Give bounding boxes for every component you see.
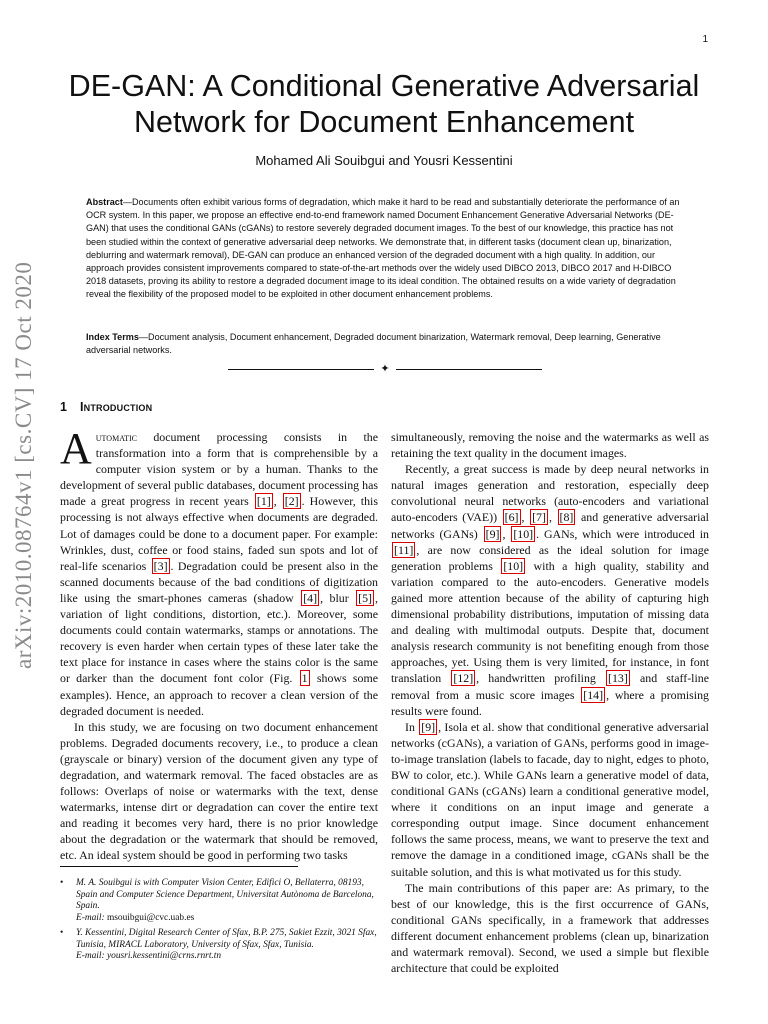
citation-link[interactable]: [8] [559,510,574,525]
citation-link[interactable]: [12] [453,671,474,686]
citation-link[interactable]: [9] [421,719,436,734]
citation-link[interactable]: 1 [301,671,308,686]
citation-link[interactable]: [10] [513,526,534,541]
citation-link[interactable]: [4] [303,590,318,605]
citation-link[interactable]: [6] [504,510,519,525]
footnote-email-label: E-mail: [76,951,105,961]
intro-paragraph-6 [391,880,709,977]
citation-link[interactable]: [11] [394,542,414,557]
index-terms-text: —Document analysis, Document enhancement, Degraded document binarization, Watermark removal, Deep learning, Generative adversarial networks. [86,332,661,356]
paragraph-body: The main contributions of this paper are: As primary, to the best of our knowledge, this is the first occurrence of GANs, conditional GANs specifically, in a framework that addresses different document enhancement problems (clean up, binarization and watermark removal). Second, we used a simple but flexible architecture that could be exploited [391,880,709,976]
citation-link[interactable]: [7] [532,510,546,525]
footnote-item [60,878,378,924]
authors: Mohamed Ali Souibgui and Yousri Kessentini [255,153,513,168]
footnote-item [60,928,378,963]
footnote-bullet: • [60,878,64,888]
intro-paragraph-4 [391,461,709,719]
citation-link[interactable]: [13] [608,671,628,686]
intro-paragraph-5 [391,719,709,880]
intro-paragraph-3 [391,429,709,461]
arxiv-stamp: arXiv:2010.08764v1 [cs.CV] 17 Oct 2020 [11,261,36,669]
footnote-rule [60,866,298,867]
section-heading [60,400,152,414]
citation-link[interactable]: [14] [583,687,604,702]
citation-link[interactable]: [9] [485,526,500,541]
footnote-email[interactable]: yousri.kessentini@crns.rnrt.tn [104,951,222,961]
citation-link[interactable]: [10] [503,558,524,573]
divider-rule-left [228,369,374,370]
citation-link[interactable]: [5] [358,590,373,605]
paragraph-body: Recently, a great success is made by deep neural networks in natural images generation and restoration, especially deep convolutional neural networks (auto-encoders and variational auto-encoders (VAE)) [6] , [7] , [8] and generative adversarial networks (GANs) [9] , [10] . GANs, which were introduced in [11] , are now considered as the ideal solution for image generation problems [10] with a high quality, stability and variation compared to the auto-encoders. Generative models gained more attention because of the ability of capturing high dimensional probability distributions, imputation of missing data and dealing with multimodal outputs. Despite that, document analysis research community is not benefiting enough from those approaches, yet. Using them is very limited, for instance, in font translation [12] , handwritten profiling [13] and staff-line removal from a music score images [14] , where a promising results were found. [391,462,710,718]
abstract-label: Abstract [86,197,123,207]
citation-link[interactable]: [3] [153,558,168,573]
paragraph-body: document processing consists in the transformation into a form that is comprehensible by a computer vision system or by a human. Thanks to the development of several public databases, document processing has made a great progress in recent years [1] , [2] . However, this processing is not always effective when documents are degraded. Lot of damages could be done to a document paper. For example: Wrinkles, dust, coffee or food stains, faded sun spots and lot of real-life scenarios [3] . Degradation could be present also in the scanned documents because of the bad conditions of digitization like using the smart-phones cameras (shadow [4] , blur [5] , variation of light conditions, distortion, etc.). Moreover, some documents could contain watermarks, stamps or annotations. The recovery is even harder when certain types of these later take the text place for instance in cases where the stains color is the same or darker than the document font color (Fig. 1 shows some examples). Hence, an approach to recover a clean version of the degraded document is needed. [60,430,378,718]
drop-cap: A [60,424,92,473]
abstract-text: —Documents often exhibit various forms of degradation, which make it hard to be read and substantially deteriorate the performance of an OCR system. In this paper, we propose an effective end-to-end framework named Document Enhancement Generative Adversarial Networks (DE-GAN) that uses the conditional GANs (cGANs) to restore severely degraded document images. To the best of our knowledge, this practice has not been studied within the context of generative adversarial deep networks. We demonstrate that, in different tasks (document clean up, binarization, deblurring and watermark removal), DE-GAN can produce an enhanced version of the degraded document with a high quality. In addition, our approach provides consistent improvements compared to state-of-the-art methods over the widely used DIBCO 2013, DIBCO 2017 and H-DIBCO 2018 datasets, proving its ability to restore a degraded document image to its ideal condition. The obtained results on a wide variety of degradation reveal the flexibility of the proposed model to be exploited in other document enhancement problems. [86,197,680,300]
footnote-text: Y. Kessentini, Digital Research Center of Sfax, B.P. 275, Sakiet Ezzit, 3021 Sfax, Tunisia, MIRACL Laboratory, University of Sfax, Sfax, Tunisia. [76,928,377,950]
divider-diamond-icon: ✦ [380,363,390,375]
citation-link[interactable]: [1] [256,494,271,509]
paragraph-body: In [9] , Isola et al. show that conditional generative adversarial networks (cGANs), a variation of GANs, performs good in image-to-image translation (labels to facade, day to night, edges to photo, BW to color, etc.). While GANs learn a generative model of data, conditional GANs (cGANs) learn a conditional generative model, where it conditions on an input image and generate a corresponding output image. Since document enhancement follows the same process, means, we want to preserve the text and remove the damage in a conditioned image, cGANs shall be the suitable solution, and this is what motivated us for this study. [391,719,709,879]
section-title: Introduction [79,400,153,414]
right-column [391,429,709,976]
index-terms [86,331,684,357]
first-word-rest: utomatic [95,430,137,444]
paper-title: DE-GAN: A Conditional Generative Adversarial Network for Document Enhancement [68,69,700,139]
paragraph-body: simultaneously, removing the noise and the watermarks as well as retaining the text quality in the document images. [391,430,709,461]
footnote-text: M. A. Souibgui is with Computer Vision Center, Edifici O, Bellaterra, 08193, Spain and Computer Science Department, Universitat Autònoma de Barcelona, Spain. [76,878,374,911]
left-column [60,424,378,864]
section-number: 1 [60,400,67,414]
footnote-bullet: • [60,928,64,938]
intro-paragraph-1 [60,424,378,719]
citation-link[interactable]: [2] [284,494,299,509]
paragraph-body: In this study, we are focusing on two document enhancement problems. Degraded documents recovery, i.e., to produce a clean (grayscale or binary) version of the document given any type of degradation, and watermark removal. The faced obstacles are as follows: Overlaps of noise or watermarks with the text, dense watermarks, intense dirt or degradation can cover the entire text and reading it becomes very hard, there is no prior knowledge about the degradation or the watermark that should be removed, etc. An ideal system should be good in performing two tasks [60,719,378,863]
page-number: 1 [702,34,708,45]
abstract [86,196,684,302]
footnotes [60,878,378,967]
intro-paragraph-2 [60,719,378,864]
index-terms-label: Index Terms [86,332,139,342]
footnote-email[interactable]: msouibgui@cvc.uab.es [104,912,195,923]
section-divider [228,362,542,376]
divider-rule-right [396,369,542,370]
footnote-email-label: E-mail: [76,912,105,923]
